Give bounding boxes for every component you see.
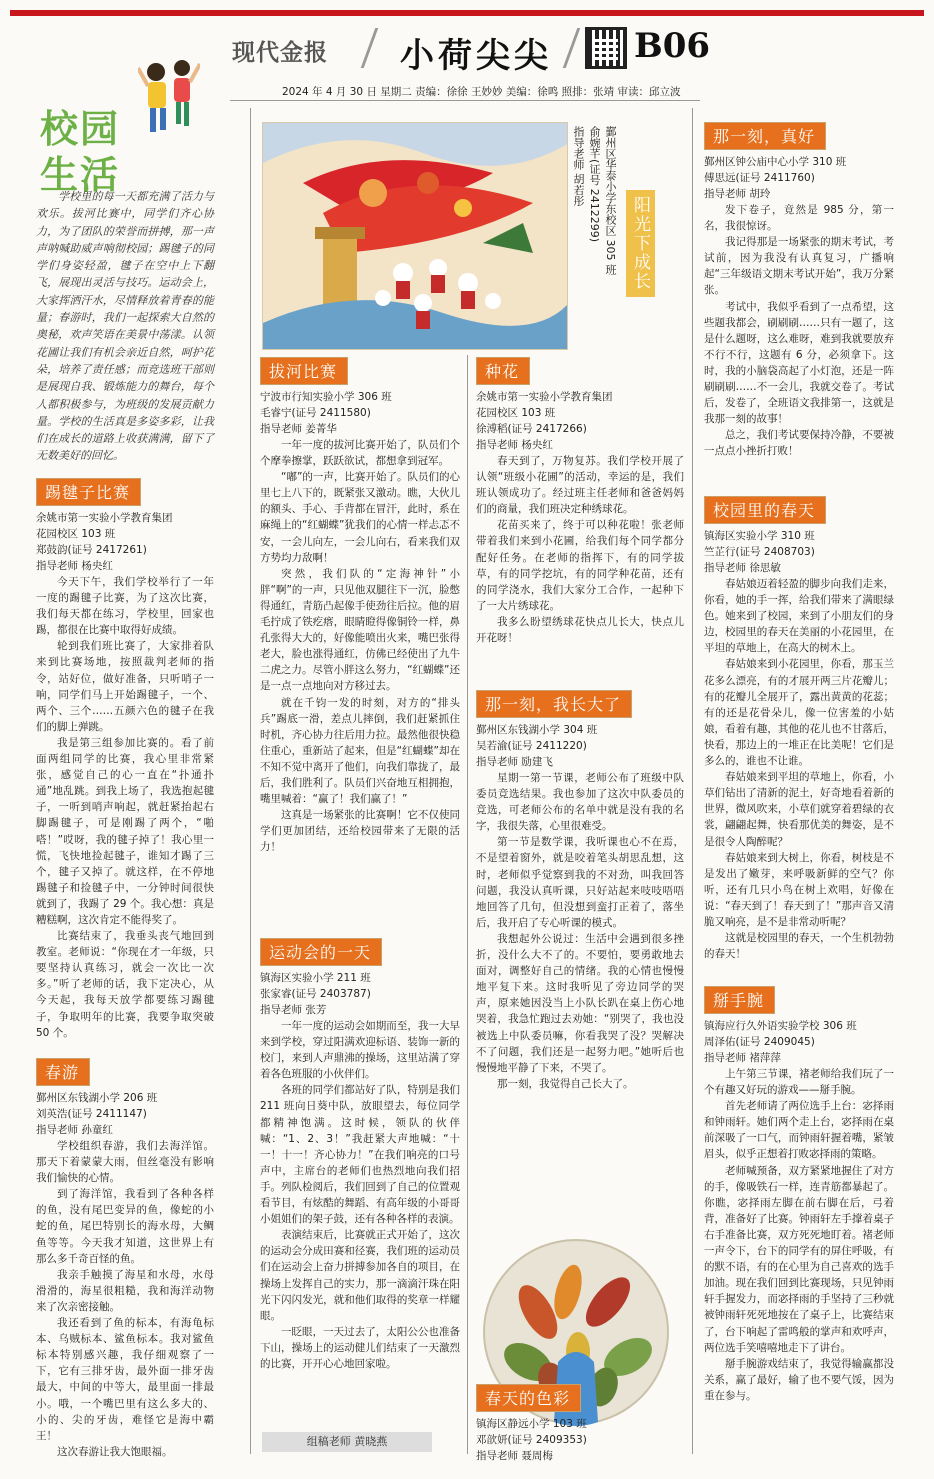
article-title: 种花 <box>476 357 530 385</box>
article-paragraph: 这次春游让我大饱眼福。 <box>57 1445 173 1458</box>
article-author: 刘英浩(证号 2411147) <box>36 1108 147 1120</box>
logo-text-line1: 校园 <box>40 107 121 151</box>
article-paragraph: 发下卷子，竟然是 985 分，第一名，我很惊讶。 <box>704 204 894 233</box>
article-title: 掰手腕 <box>704 986 775 1014</box>
article-paragraph: 一年一度的运动会如期而至，我一大早来到学校，穿过阳满欢迎标语、装饰一新的校门，来到人声鼎沸的操场，这里站满了穿着各色班服的小伙伴们。 <box>260 1020 460 1081</box>
article-paragraph: 第一节是数学课，我听课也心不在焉，不是望着窗外，就是咬着笔头胡思乱想，这时，老师似乎觉察到我的不对劲，叫我回答问题，我没认真听课，只好站起来吱吱唔唔地回答了几句，但没想到蛮打正着了，落坐后，我开启了专心听课的模式。 <box>476 836 684 929</box>
article-title: 运动会的一天 <box>260 938 382 966</box>
article-teacher: 指导老师 褚萍萍 <box>704 1052 781 1064</box>
article-title: 那一刻，真好 <box>704 122 826 150</box>
article-paragraph: 我还看到了鱼的标本，有海龟标本、乌贼标本、鲨鱼标本。我对鲨鱼标本特别感兴趣，我仔细观察了一下，它有三排牙齿，最外面一排牙齿最大，中间的中等大，最里面一排最小。哦，一个嘴巴里有这么多大的、小的、尖的牙齿，难怪它是海中霸王！ <box>36 1317 214 1442</box>
painting2-title: 春天的色彩 <box>476 1384 581 1412</box>
painting1-school: 鄞州区华泰小学东校区 305 班 <box>604 126 617 275</box>
page-number: B06 <box>634 26 711 66</box>
article-shouwan <box>704 986 894 1404</box>
article-paragraph: 这真是一场紧张的比赛啊！它不仅使同学们更加团结，还给校园带来了无限的活力！ <box>260 809 460 854</box>
article-paragraph: 比赛结束了，我垂头丧气地回到教室。老师说：“你现在才一年级，只要坚持认真练习，就会一次比一次多。”听了老师的话，我下定决心，从今天起，我每天放学都要练习踢毽子，争取明年的比赛，我要争取突破 50 个。 <box>36 930 214 1039</box>
article-author: 张家睿(证号 2403787) <box>260 988 371 1000</box>
article-teacher: 指导老师 胡玲 <box>704 188 771 200</box>
article-school: 镇海应行久外语实验学校 306 班 <box>704 1020 857 1032</box>
article-campus: 花园校区 103 班 <box>476 407 556 419</box>
article-teacher: 指导老师 励建飞 <box>476 756 553 768</box>
article-title: 春游 <box>36 1058 90 1086</box>
article-paragraph: 考试中，我似乎看到了一点希望，这些题我都会，刷刷刷……只有一题了，这是什么题呀，这么难呀，难到我就要放弃不行不行，这题有 6 分，必须拿下。这时，我的小脑袋高起了小灯泡，还是一阵刷刷刷……不一会儿，我就交卷了。考试后，发卷了，全班语文我排第一，这就是我那一刻的故事！ <box>704 300 894 426</box>
article-paragraph: 上午第三节课，褚老师给我们玩了一个有趣又好玩的游戏——掰手腕。 <box>704 1068 894 1097</box>
column-rule <box>467 355 468 1454</box>
article-school: 镇海区实验小学 211 班 <box>260 972 371 984</box>
article-campus: 花园校区 103 班 <box>36 528 116 540</box>
article-school: 鄞州区钟公庙中心小学 310 班 <box>704 156 847 168</box>
painting2-caption <box>476 1384 684 1464</box>
article-paragraph: 轮到我们班比赛了，大家排着队来到比赛场地，按照裁判老师的指令，站好位，做好准备，只听哨子一响，同学们马上开始踢毽子，一个、两个、三个……五颜六色的毽子在我们的脚上弹跳。 <box>36 640 214 733</box>
article-paragraph: 春姑娘来到平坦的草地上，你看，小草们钻出了清新的泥土，好奇地看着新的世界，微风吹来，小草们就穿着碧绿的衣裳，翩翩起舞，快看那优美的舞姿，是不是很令人陶醉呢？ <box>704 771 894 848</box>
article-paragraph: 学校组织春游，我们去海洋馆。那天下着蒙蒙大雨，但丝毫没有影响我们愉快的心情。 <box>36 1140 214 1185</box>
article-paragraph: 一年一度的拔河比赛开始了，队员们个个摩拳擦掌，跃跃欲试，都想拿到冠军。 <box>260 439 460 468</box>
article-paragraph: 总之，我们考试要保持冷静，不要被一点点小挫折打败！ <box>704 429 894 458</box>
article-zhonghua <box>476 357 684 646</box>
article-teacher: 指导老师 张芳 <box>260 1004 327 1016</box>
article-paragraph: 星期一第一节课，老师公布了班级中队委员竞选结果。我也参加了这次中队委员的竞选，可老师公布的名单中就是没有我的名字，我很失落，心里很难受。 <box>476 772 684 833</box>
article-paragraph: 这就是校园里的春天，一个生机勃勃的春天！ <box>704 932 894 961</box>
article-zhangda <box>476 690 684 1092</box>
article-paragraph: 表演结束后，比赛就正式开始了，这次的运动会分成田赛和径赛，我们班的运动员们在运动会上奋力拼搏参加各自的项目，在操场上发挥自己的实力，那一滴滴汗珠在阳光下闪闪发光，就和他们取得的奖章一样耀眼。 <box>260 1229 460 1322</box>
article-author: 傅思远(证号 2411760) <box>704 172 815 184</box>
qr-code-icon[interactable] <box>585 27 627 69</box>
painting2-school: 镇海区静远小学 103 班 <box>476 1418 587 1430</box>
article-paragraph: 春姑娘来到小花园里，你看，那玉兰花多么漂亮，有的才展开两三片花瓣儿；有的花瓣儿全展开了，露出黄黄的花蕊；有的还是花骨朵儿，像一位害羞的小姑娘，看着有趣，其他的花儿也不甘落后，快看，那边上的一堆正在比美呢！它们是多么的，谁也不让谁。 <box>704 658 894 768</box>
article-author: 郑鼓韵(证号 2417261) <box>36 544 147 556</box>
article-paragraph: 就在千钧一发的时刻，对方的“排头兵”踢底一滑，差点儿摔倒，我们赶紧抓住时机，齐心协力往后用力拉。最然他很快稳住重心，重新站了起来，但是“红蝴蝶”却在不知不觉中离开了他们，向我们靠拢了，最后，我们胜利了。队员们兴奋地互相拥抱，嘴里喊着：“赢了！我们赢了！” <box>260 696 460 806</box>
dateline: 2024 年 4 月 30 日 星期二 责编：徐徐 王妙妙 美编：徐鸣 照排：张靖 审读：邱立波 <box>282 86 681 98</box>
article-title: 拔河比赛 <box>260 357 348 385</box>
article-teacher: 指导老师 姜菁华 <box>260 423 337 435</box>
painting2-author: 邓歆妍(证号 2409353) <box>476 1434 587 1446</box>
article-paragraph: 那一刻，我觉得自己长大了。 <box>497 1077 634 1090</box>
article-school: 镇海区实验小学 310 班 <box>704 530 815 542</box>
article-teacher: 指导老师 孙童红 <box>36 1124 113 1136</box>
logo-text-line2: 生活 <box>40 153 121 197</box>
header-rule <box>230 100 700 101</box>
article-title: 那一刻，我长大了 <box>476 690 632 718</box>
article-author: 吴若渝(证号 2411220) <box>476 740 587 752</box>
painting1-teacher: 指导老师 胡若彤 <box>572 126 585 207</box>
article-school: 余姚市第一实验小学教育集团 <box>36 512 173 524</box>
article-paragraph: 我多么盼望绣球花快点儿长大，快点儿开花呀！ <box>476 615 684 645</box>
article-paragraph: 掰手腕游戏结束了，我觉得输赢都没关系，赢了最好，输了也不要气馁，因为重在参与。 <box>704 1357 894 1402</box>
column-rule <box>250 108 251 1454</box>
campus-life-logo <box>38 58 198 197</box>
article-school: 鄞州区东钱湖小学 304 班 <box>476 724 598 736</box>
article-paragraph: 春姑娘来到大树上，你看，树枝是不是发出了嫩芽，来呼吸新鲜的空气？你听，还有几只小鸟在树上欢唱，好像在说：“春天到了！春天到了！”那声音又清脆又响亮，是不是非常动听呢？ <box>704 851 894 928</box>
article-paragraph: 我是第三组参加比赛的。看了前面两组同学的比赛，我心里非常紧张，感觉自己的心一直在“扑通扑通”地乱跳。到我上场了，我选抱起毽子，一听到哨声响起，就赶紧抬起右脚踢毽子，可是刚踢了两个，“啪嗒！”哎呀，我的毽子掉了！我心里一慌，飞快地捡起毽子，谁知才踢了三个，毽子又掉了。就这样，在不停地踢毽子和捡毽子中，一分钟时间很快就到了，我踢了 29 个。我心想：真是糟糕啊，这次肯定不能得奖了。 <box>36 736 214 926</box>
article-nayike <box>704 122 894 460</box>
top-red-rule <box>10 10 924 16</box>
divider-slash <box>563 28 581 68</box>
article-yundonghui <box>260 938 460 1372</box>
article-bahe <box>260 357 460 855</box>
divider-slash <box>361 28 379 68</box>
article-author: 徐溥稻(证号 2417266) <box>476 423 587 435</box>
article-teacher: 指导老师 杨央红 <box>476 439 553 451</box>
article-paragraph: 花苗买来了，终于可以种花啦！张老师带着我们来到小花圃，给我们每个同学都分配好任务。在老师的指挥下，有的同学拔草，有的同学挖坑，有的同学种花苗，还有的同学浇水，我们大家分工合作，一起种下了一大片绣球花。 <box>476 519 684 612</box>
article-author: 竺芷行(证号 2408703) <box>704 546 815 558</box>
article-teacher: 指导老师 徐思敏 <box>704 562 781 574</box>
article-chunyou <box>36 1058 214 1460</box>
section-name: 小荷尖尖 <box>400 36 552 76</box>
article-jianzi <box>36 478 214 1041</box>
kids-jumping-icon <box>138 58 200 154</box>
article-paragraph: 突然，我们队的“定海神针”小胖“啊”的一声，只见他双腿往下一沉，脸憋得通红，青筋凸起像手使劲往后拉。他的眉毛拧成了铁疙瘩，眼睛瞪得像铜铃一样，鼻孔张得大大的，好像能喷出火来，嘴巴张得老大，脸也涨得通红，仿佛已经使出了九牛二虎之力。尽管小胖这么努力，“红蝴蝶”还是一点一点地向对方移过去。 <box>260 567 460 693</box>
editor-credit: 组稿老师 黄晓燕 <box>262 1432 432 1452</box>
painting1-title: 阳光下成长 <box>626 190 655 297</box>
article-paragraph: 老师喊预备，双方紧紧地握住了对方的手，像吸铁石一样，连青筋都暴起了。你瞧，宓择雨左脚在前右脚在后，弓着背，准备好了比赛。钟雨轩左手撑着桌子右手准备比赛，双方死死地盯着。褚老师一声令下，台下的同学有的屏住呼吸，有的默不语，有的在心里为自己喜欢的选手加油。现在我们回到比赛现场，只见钟雨轩手握发力，而宓择雨的手坚持了三秒就被钟雨轩死死地按在了桌子上，比赛结束了，台下响起了雷鸣般的掌声和欢呼声，两位选手笑嘻嘻地走下了讲台。 <box>704 1164 894 1354</box>
article-teacher: 指导老师 杨央红 <box>36 560 113 572</box>
intro-text: 学校里的每一天都充满了活力与欢乐。拔河比赛中，同学们齐心协力，为了团队的荣誉而拼搏，那一声声呐喊助威声响彻校园；踢毽子的同学们身姿轻盈，毽子在空中上下翻飞，展现出灵活与技巧。运动会上，大家挥洒汗水，尽情释放着青春的能量；春游时，我们一起探索大自然的奥秘，欢声笑语在美景中荡漾。认领花圃让我们有机会亲近自然，呵护花朵，培养了责任感；而竞选班干部则是展现自我、锻炼能力的舞台，每个人都积极参与，为班级的发展贡献力量。学校的生活真是多姿多彩，让我们在成长的道路上收获满满，留下了无数美好的回忆。 <box>36 190 214 463</box>
article-paragraph: 今天下午，我们学校举行了一年一度的踢毽子比赛，为了这次比赛，我们每天都在练习，学校里，回家也踢，都很在比赛中取得好成绩。 <box>36 576 214 637</box>
article-chuntian <box>704 496 894 962</box>
article-title: 踢毽子比赛 <box>36 478 141 506</box>
article-title: 校园里的春天 <box>704 496 826 524</box>
article-author: 周泽佑(证号 2409045) <box>704 1036 815 1048</box>
article-paragraph: 春天到了，万物复苏。我们学校开展了认领“班级小花圃”的活动，幸运的是，我们班认领成功了。经过班主任老师和爸爸妈妈们的商量，我们班决定种绣球花。 <box>476 455 684 516</box>
article-paragraph: “嘟”的一声，比赛开始了。队员们的心里七上八下的，既紧张又激动。瞧，大伙儿的额头、手心、手背都在冒汗，此时，系在麻绳上的“红蝴蝶”犹我们的心情一样忐忑不安，一会儿向左，一会儿向右，看来我们双方势均力敌啊！ <box>260 471 460 564</box>
paper-name: 现代金报 <box>232 39 328 66</box>
column-rule <box>692 108 693 1454</box>
article-paragraph: 我记得那是一场紧张的期末考试，考试前，因为我没有认真复习，广播响起“三年级语文期末考试开始”，我万分紧张。 <box>704 236 894 297</box>
painting-sunshine-growth <box>262 122 568 350</box>
article-paragraph: 到了海洋馆，我看到了各种各样的鱼，没有尾巴变异的鱼，像蛇的小蛇的鱼，尾巴特别长的海水母，大鲷鱼等等。今天我才知道，这世界上有那么多千奇百怪的鱼。 <box>36 1188 214 1265</box>
article-paragraph: 一眨眼，一天过去了，太阳公公也准备下山，操场上的运动健儿们结束了一天激烈的比赛，开开心心地回家啦。 <box>260 1325 460 1370</box>
article-school: 宁波市行知实验小学 306 班 <box>260 391 392 403</box>
article-school: 余姚市第一实验小学教育集团 <box>476 391 613 403</box>
article-author: 毛睿宁(证号 2411580) <box>260 407 371 419</box>
painting2-teacher: 指导老师 聂周梅 <box>476 1450 553 1462</box>
article-paragraph: 各班的同学们都站好了队，特别是我们 211 班向日葵中队，放眼望去，每位同学都精神饱满。这时候，领队的伙伴喊：“1、2、3！”我赶紧大声地喊：“十一！十一！齐心协力！”在我们响亮的口号声中，主席台的老师们也热烈地向我们招手。列队检阅后，我们回到了自己的位置观看节目，有炫酷的舞蹈、有高年级的小哥哥小姐姐们的架子鼓，还有各种各样的表演。 <box>260 1084 460 1226</box>
article-paragraph: 首先老师请了两位选手上台：宓择雨和钟雨轩。她们两个走上台，宓择雨在桌前深吸了一口气，而钟雨轩握着嘴，紧皱眉头，似乎正想着打败宓择雨的策略。 <box>704 1100 894 1161</box>
article-paragraph: 我亲手触摸了海星和水母，水母滑滑的，海星很粗糙，我和海洋动物来了次亲密接触。 <box>36 1268 214 1313</box>
article-paragraph: 春姑娘迈着轻盈的脚步向我们走来，你看，她的手一挥，给我们带来了满眼绿色。她来到了校园，来到了小朋友们的身边，校园里的春天在美丽的小花园里，在平坦的草地上，在高大的树木上。 <box>704 578 894 655</box>
painting1-author: 俞婉芊(证号 2412299) <box>588 126 601 243</box>
article-school: 鄞州区东钱湖小学 206 班 <box>36 1092 158 1104</box>
article-paragraph: 我想起外公说过：生活中会遇到很多挫折，没什么大不了的。不要怕，要勇敢地去面对，调整好自己的情绪。我的心情也慢慢地平复下来。这时我听见了旁边同学的哭声，原来她因没当上小队长趴在桌上伤心地哭着，我急忙跑过去劝她：“别哭了，我也没被选上中队委员嘛，你看我哭了没？哭解决不了问题，我们还是一起努力吧。”她听后也慢慢地平静了下来，不哭了。 <box>476 932 684 1074</box>
